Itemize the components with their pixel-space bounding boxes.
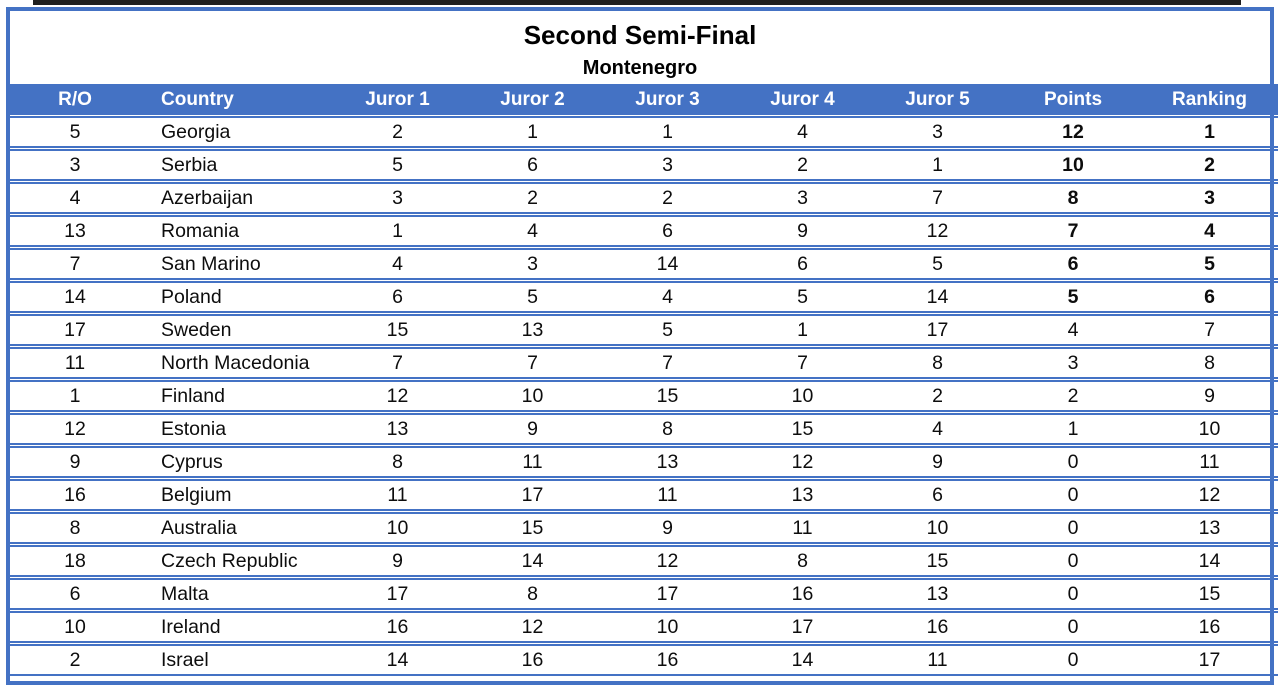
cell-juror-3: 7	[600, 347, 735, 379]
cell-juror-4: 1	[735, 314, 870, 346]
table-row	[10, 116, 1278, 148]
title-block	[10, 11, 1270, 83]
cell-juror-2: 9	[465, 413, 600, 445]
cell-juror-5: 3	[870, 116, 1005, 148]
cell-ro: 8	[10, 512, 140, 544]
cell-ro: 6	[10, 578, 140, 610]
cell-country: Georgia	[140, 116, 330, 148]
table-row	[10, 512, 1278, 544]
cell-juror-4: 12	[735, 446, 870, 478]
cell-juror-3: 5	[600, 314, 735, 346]
cell-country: Ireland	[140, 611, 330, 643]
cell-juror-2: 1	[465, 116, 600, 148]
cell-ranking: 1	[1141, 116, 1278, 148]
cell-points: 0	[1005, 578, 1141, 610]
cell-juror-2: 3	[465, 248, 600, 280]
cell-juror-2: 4	[465, 215, 600, 247]
cell-juror-4: 3	[735, 182, 870, 214]
cell-juror-2: 10	[465, 380, 600, 412]
jury-results-table	[10, 83, 1278, 677]
top-crop-bar	[33, 0, 1241, 5]
cell-ranking: 2	[1141, 149, 1278, 181]
cell-juror-1: 7	[330, 347, 465, 379]
cell-juror-1: 2	[330, 116, 465, 148]
cell-juror-3: 10	[600, 611, 735, 643]
cell-juror-3: 4	[600, 281, 735, 313]
cell-juror-4: 4	[735, 116, 870, 148]
cell-points: 0	[1005, 644, 1141, 676]
table-row	[10, 182, 1278, 214]
cell-points: 0	[1005, 512, 1141, 544]
cell-juror-5: 17	[870, 314, 1005, 346]
cell-ranking: 15	[1141, 578, 1278, 610]
cell-points: 6	[1005, 248, 1141, 280]
cell-ranking: 5	[1141, 248, 1278, 280]
cell-ro: 3	[10, 149, 140, 181]
cell-juror-3: 3	[600, 149, 735, 181]
cell-juror-3: 9	[600, 512, 735, 544]
cell-juror-5: 13	[870, 578, 1005, 610]
cell-country: Sweden	[140, 314, 330, 346]
cell-juror-3: 6	[600, 215, 735, 247]
cell-juror-3: 16	[600, 644, 735, 676]
cell-points: 0	[1005, 479, 1141, 511]
cell-points: 0	[1005, 446, 1141, 478]
cell-juror-5: 14	[870, 281, 1005, 313]
cell-ranking: 9	[1141, 380, 1278, 412]
jury-results-table-frame	[6, 7, 1274, 685]
cell-juror-5: 9	[870, 446, 1005, 478]
cell-country: Serbia	[140, 149, 330, 181]
cell-juror-4: 16	[735, 578, 870, 610]
cell-juror-4: 6	[735, 248, 870, 280]
cell-juror-1: 9	[330, 545, 465, 577]
cell-ranking: 17	[1141, 644, 1278, 676]
cell-country: Estonia	[140, 413, 330, 445]
cell-juror-4: 5	[735, 281, 870, 313]
cell-ranking: 11	[1141, 446, 1278, 478]
cell-juror-5: 15	[870, 545, 1005, 577]
cell-points: 3	[1005, 347, 1141, 379]
cell-ro: 11	[10, 347, 140, 379]
cell-juror-3: 2	[600, 182, 735, 214]
cell-country: Romania	[140, 215, 330, 247]
cell-juror-1: 10	[330, 512, 465, 544]
cell-juror-2: 8	[465, 578, 600, 610]
cell-juror-5: 2	[870, 380, 1005, 412]
cell-ro: 18	[10, 545, 140, 577]
cell-ro: 9	[10, 446, 140, 478]
table-row	[10, 314, 1278, 346]
cell-juror-5: 1	[870, 149, 1005, 181]
cell-juror-2: 12	[465, 611, 600, 643]
cell-ranking: 6	[1141, 281, 1278, 313]
column-header-juror-3: Juror 3	[600, 84, 735, 115]
cell-juror-3: 17	[600, 578, 735, 610]
cell-juror-3: 1	[600, 116, 735, 148]
cell-country: Cyprus	[140, 446, 330, 478]
cell-ranking: 3	[1141, 182, 1278, 214]
cell-points: 5	[1005, 281, 1141, 313]
cell-juror-4: 14	[735, 644, 870, 676]
cell-juror-4: 8	[735, 545, 870, 577]
cell-juror-2: 5	[465, 281, 600, 313]
cell-juror-4: 9	[735, 215, 870, 247]
cell-juror-4: 15	[735, 413, 870, 445]
cell-juror-5: 6	[870, 479, 1005, 511]
cell-juror-5: 12	[870, 215, 1005, 247]
cell-ro: 13	[10, 215, 140, 247]
table-row	[10, 446, 1278, 478]
cell-ro: 2	[10, 644, 140, 676]
cell-juror-2: 17	[465, 479, 600, 511]
cell-juror-1: 5	[330, 149, 465, 181]
cell-juror-1: 15	[330, 314, 465, 346]
cell-ranking: 16	[1141, 611, 1278, 643]
cell-ranking: 12	[1141, 479, 1278, 511]
table-row	[10, 413, 1278, 445]
column-header-juror-4: Juror 4	[735, 84, 870, 115]
cell-ro: 12	[10, 413, 140, 445]
cell-country: Poland	[140, 281, 330, 313]
cell-juror-2: 6	[465, 149, 600, 181]
header-row	[10, 84, 1278, 115]
cell-juror-4: 17	[735, 611, 870, 643]
cell-ro: 4	[10, 182, 140, 214]
cell-juror-2: 16	[465, 644, 600, 676]
column-header-r-o: R/O	[10, 84, 140, 115]
cell-ranking: 4	[1141, 215, 1278, 247]
cell-juror-4: 2	[735, 149, 870, 181]
cell-points: 7	[1005, 215, 1141, 247]
table-row	[10, 644, 1278, 676]
cell-points: 8	[1005, 182, 1141, 214]
cell-juror-1: 14	[330, 644, 465, 676]
cell-ro: 16	[10, 479, 140, 511]
cell-country: Australia	[140, 512, 330, 544]
cell-juror-3: 8	[600, 413, 735, 445]
cell-country: Belgium	[140, 479, 330, 511]
cell-juror-1: 1	[330, 215, 465, 247]
cell-juror-5: 5	[870, 248, 1005, 280]
table-row	[10, 380, 1278, 412]
cell-juror-1: 6	[330, 281, 465, 313]
cell-juror-3: 14	[600, 248, 735, 280]
cell-juror-5: 8	[870, 347, 1005, 379]
cell-country: North Macedonia	[140, 347, 330, 379]
cell-points: 0	[1005, 611, 1141, 643]
column-header-points: Points	[1005, 84, 1141, 115]
cell-juror-1: 16	[330, 611, 465, 643]
cell-juror-1: 12	[330, 380, 465, 412]
cell-juror-1: 4	[330, 248, 465, 280]
column-header-juror-5: Juror 5	[870, 84, 1005, 115]
cell-ro: 1	[10, 380, 140, 412]
table-row	[10, 611, 1278, 643]
column-header-juror-1: Juror 1	[330, 84, 465, 115]
cell-points: 0	[1005, 545, 1141, 577]
cell-juror-3: 12	[600, 545, 735, 577]
cell-juror-5: 16	[870, 611, 1005, 643]
cell-points: 10	[1005, 149, 1141, 181]
table-body	[10, 116, 1278, 676]
cell-country: Finland	[140, 380, 330, 412]
cell-country: Azerbaijan	[140, 182, 330, 214]
cell-juror-5: 10	[870, 512, 1005, 544]
cell-ranking: 14	[1141, 545, 1278, 577]
cell-country: San Marino	[140, 248, 330, 280]
cell-country: Malta	[140, 578, 330, 610]
table-row	[10, 215, 1278, 247]
cell-juror-4: 11	[735, 512, 870, 544]
cell-ranking: 7	[1141, 314, 1278, 346]
cell-country: Czech Republic	[140, 545, 330, 577]
cell-juror-4: 13	[735, 479, 870, 511]
page-subtitle: Montenegro	[582, 57, 698, 79]
table-row	[10, 347, 1278, 379]
cell-ro: 14	[10, 281, 140, 313]
cell-points: 2	[1005, 380, 1141, 412]
cell-ro: 17	[10, 314, 140, 346]
cell-juror-2: 7	[465, 347, 600, 379]
column-header-juror-2: Juror 2	[465, 84, 600, 115]
cell-juror-5: 7	[870, 182, 1005, 214]
cell-juror-3: 15	[600, 380, 735, 412]
cell-country: Israel	[140, 644, 330, 676]
cell-juror-4: 10	[735, 380, 870, 412]
table-row	[10, 149, 1278, 181]
table-row	[10, 578, 1278, 610]
cell-juror-2: 15	[465, 512, 600, 544]
table-row	[10, 479, 1278, 511]
cell-juror-2: 14	[465, 545, 600, 577]
cell-juror-4: 7	[735, 347, 870, 379]
cell-juror-1: 8	[330, 446, 465, 478]
cell-juror-1: 13	[330, 413, 465, 445]
cell-juror-2: 11	[465, 446, 600, 478]
cell-juror-1: 3	[330, 182, 465, 214]
table-row	[10, 248, 1278, 280]
table-row	[10, 281, 1278, 313]
cell-juror-3: 11	[600, 479, 735, 511]
cell-juror-2: 2	[465, 182, 600, 214]
cell-juror-5: 11	[870, 644, 1005, 676]
cell-ro: 10	[10, 611, 140, 643]
column-header-ranking: Ranking	[1141, 84, 1278, 115]
column-header-country: Country	[140, 84, 330, 115]
cell-ro: 5	[10, 116, 140, 148]
cell-ranking: 13	[1141, 512, 1278, 544]
cell-juror-5: 4	[870, 413, 1005, 445]
cell-juror-1: 17	[330, 578, 465, 610]
cell-juror-2: 13	[465, 314, 600, 346]
table-row	[10, 545, 1278, 577]
cell-ranking: 8	[1141, 347, 1278, 379]
cell-points: 4	[1005, 314, 1141, 346]
cell-points: 12	[1005, 116, 1141, 148]
cell-juror-1: 11	[330, 479, 465, 511]
cell-ro: 7	[10, 248, 140, 280]
cell-juror-3: 13	[600, 446, 735, 478]
cell-points: 1	[1005, 413, 1141, 445]
cell-ranking: 10	[1141, 413, 1278, 445]
page-title: Second Semi-Final	[523, 20, 757, 50]
